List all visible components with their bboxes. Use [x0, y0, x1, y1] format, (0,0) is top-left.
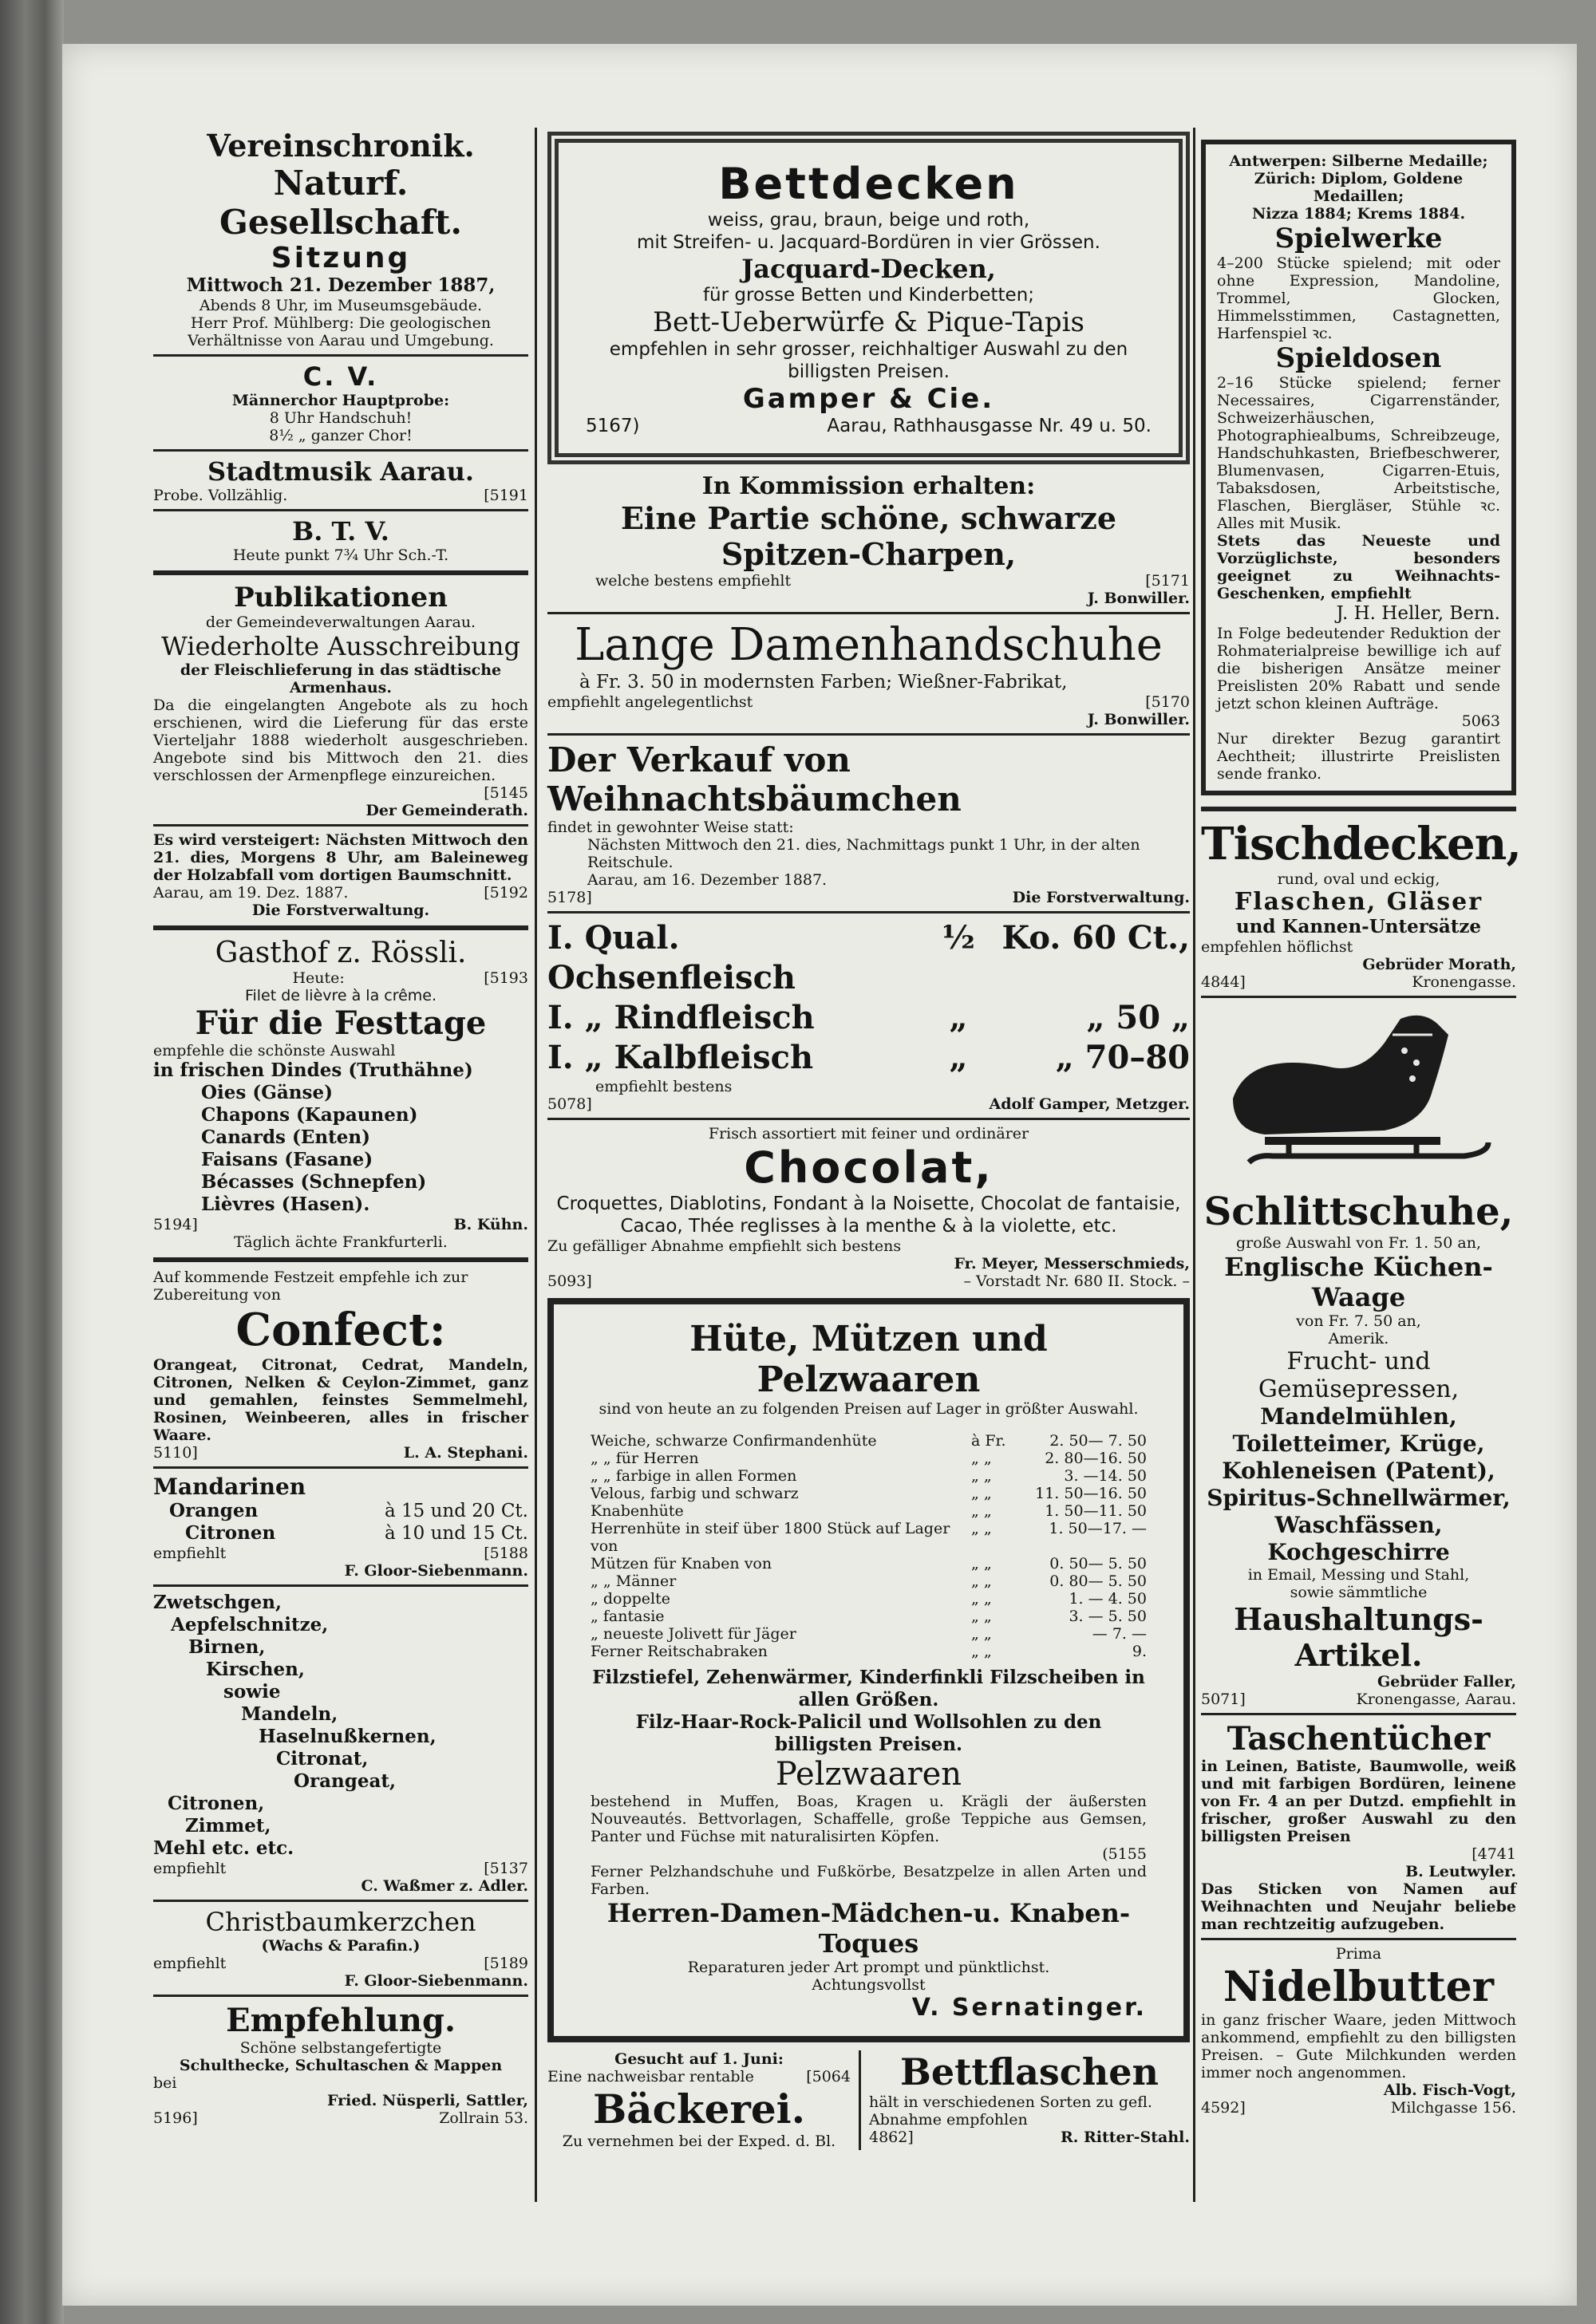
publikationen-heading: Publikationen	[234, 582, 448, 614]
signature: Die Forstverwaltung.	[1012, 889, 1190, 906]
haushalt-item: Mandelmühlen,	[1260, 1403, 1457, 1430]
chocolat-text: Frisch assortiert mit feiner und ordinärer	[708, 1125, 1029, 1142]
spieldosen-text: 2–16 Stücke spielend; ferner Necessaires, Cigarrenständer, Schweizerhäuschen, Photographiealbums, Schreibzeuge, Handschuhkasten, Briefbeschwerer, Blumenvasen, Cigarren-Etuis, Tabaksdosen, Arbeitstische, Flaschen, Biergläser, Stühle ꝛc. Alles mit Musik.	[1217, 374, 1500, 532]
haushalt-item: Spiritus-Schnellwärmer,	[1207, 1485, 1511, 1511]
haushaltungs-heading: Haushaltungs-Artikel.	[1234, 1601, 1483, 1673]
price-value: 1. 50—11. 50	[1045, 1502, 1147, 1520]
tischdecken-heading: Tischdecken,	[1201, 818, 1521, 870]
sitzung-heading: Sitzung	[271, 242, 411, 274]
price-item: „ neueste Jolivett für Jäger	[591, 1625, 796, 1643]
kuechenwaage-heading: Englische Küchen-Waage	[1224, 1252, 1493, 1312]
festtage-list	[153, 1082, 528, 1216]
ice-skate-illustration	[1201, 1003, 1516, 1186]
nidelbutter-text: in ganz frischer Waare, jeden Mittwoch ankommend, empfiehlt zu den billigsten Preisen. – Gute Milchkunden werden immer noch angenommen.	[1201, 2011, 1516, 2081]
price-unit: „ „	[971, 1590, 992, 1608]
price-row	[591, 1608, 1147, 1625]
signature: Gebrüder Morath,	[1362, 956, 1516, 973]
price-value: 2. 50— 7. 50	[1049, 1432, 1147, 1450]
tischdecken-address: Kronengasse.	[1412, 973, 1516, 991]
ad-number: 5194]	[153, 1216, 198, 1233]
price-row	[591, 1643, 1147, 1660]
zwetschgen-list	[153, 1592, 528, 1837]
schlittschuhe-text: große Auswahl von Fr. 1. 50 an,	[1235, 1234, 1481, 1252]
bettdecken-heading: Bettdecken	[718, 159, 1019, 209]
fleisch-price: Ko. 60 Ct.,	[1001, 919, 1190, 957]
festtage-heading: Für die Festtage	[195, 1004, 487, 1042]
cv-text: Männerchor Hauptprobe:	[231, 392, 450, 409]
spielwerke-ad	[1201, 140, 1516, 795]
zwetschgen-item: sowie	[223, 1681, 281, 1703]
scan-binding-edge	[0, 0, 64, 2324]
price-unit: „ „	[971, 1450, 992, 1467]
fleisch-text: empfiehlt bestens	[595, 1078, 733, 1095]
verkauf-heading: Der Verkauf von Weihnachtsbäumchen	[547, 740, 962, 819]
price-row	[591, 1450, 1147, 1467]
tischdecken-text: Flaschen, Gläser	[1234, 888, 1483, 916]
price-item: „ „ für Herren	[591, 1450, 699, 1467]
ad-number: 5093]	[547, 1272, 592, 1290]
festtage-item: Oies (Gänse)	[201, 1082, 333, 1103]
price-item: Weiche, schwarze Confirmandenhüte	[591, 1432, 877, 1450]
ad-number: [5145	[484, 784, 528, 802]
column-2	[547, 132, 1190, 2150]
ausschreibung-heading: Wiederholte Ausschreibung	[160, 631, 521, 661]
vereinschronik-heading: Vereinschronik.	[207, 128, 475, 164]
haushalt-item: Waschfässen,	[1274, 1512, 1443, 1538]
tischdecken-text: rund, oval und eckig,	[1277, 870, 1440, 888]
holz-date: Aarau, am 19. Dez. 1887.	[153, 884, 349, 902]
festtage-item: Bécasses (Schnepfen)	[201, 1171, 427, 1193]
achtung-text: Achtungsvollst	[812, 1976, 926, 1994]
gamper-name: Gamper & Cie.	[742, 383, 995, 415]
gesucht-text: Eine nachweisbar rentable	[547, 2068, 754, 2085]
confect-heading: Confect:	[235, 1304, 446, 1356]
ad-number: 5110]	[153, 1444, 198, 1462]
gasthof-heading: Gasthof z. Rössli.	[215, 937, 467, 969]
zwetschgen-item: Aepfelschnitze,	[171, 1614, 329, 1635]
festtage-text: Täglich ächte Frankfurterli.	[234, 1233, 448, 1251]
heute-label: Heute:	[292, 969, 345, 987]
zwetschgen-item: Citronen,	[168, 1793, 265, 1814]
filz-text: Filz-Haar-Rock-Palicil und Wollsohlen zu den billigsten Preisen.	[635, 1711, 1102, 1755]
sitzung-date: Mittwoch 21. Dezember 1887,	[186, 274, 496, 296]
bettdecken-ad	[547, 132, 1190, 464]
baeckerei-heading: Bäckerei.	[592, 2085, 806, 2133]
ad-number: [5193	[484, 969, 528, 987]
cv-text: 8 Uhr Handschuh!	[269, 409, 413, 427]
ad-number: [4741	[1472, 1845, 1516, 1863]
price-value: 3. —14. 50	[1064, 1467, 1147, 1485]
empfehlung-text: Schulthecke, Schultaschen & Mappen	[179, 2057, 503, 2074]
haushalt-text: in Email, Messing und Stahl,	[1247, 1566, 1470, 1584]
reparaturen-text: Reparaturen jeder Art prompt und pünktlichst.	[687, 1959, 1050, 1976]
ad-number: [5191	[484, 487, 528, 504]
fleisch-unit: „	[949, 999, 968, 1036]
signature: Adolf Gamper, Metzger.	[989, 1095, 1190, 1113]
column-divider-right	[1193, 128, 1195, 2202]
price-item: „ fantasie	[591, 1608, 665, 1625]
price-item: „ „ farbige in allen Formen	[591, 1467, 797, 1485]
sitzung-text: Verhältnisse von Aarau und Umgebung.	[188, 332, 494, 349]
jacquard-heading: Jacquard-Decken,	[741, 254, 996, 284]
publikationen-sub: der Gemeindeverwaltungen Aarau.	[205, 614, 476, 631]
spieldosen-text: Nur direkter Bezug garantirt Aechtheit; illustrirte Preislisten sende franko.	[1217, 730, 1500, 783]
bottom-ads	[547, 2050, 1190, 2150]
huete-text: sind von heute an zu folgenden Preisen auf Lager in größter Auswahl.	[598, 1400, 1139, 1418]
fleisch-name: I. Qual. Ochsenfleisch	[547, 919, 796, 996]
column-divider-left	[535, 128, 537, 2202]
ad-number: 5167)	[586, 416, 640, 436]
price-unit: „ „	[971, 1608, 992, 1625]
price-row	[591, 1555, 1147, 1572]
ad-number: 5078]	[547, 1095, 592, 1113]
tischdecken-text: empfehlen höflichst	[1201, 938, 1353, 956]
price-unit: „ „	[971, 1555, 992, 1572]
zwetschgen-item: Birnen,	[188, 1636, 266, 1658]
cv-text: 8½ „ ganzer Chor!	[269, 427, 413, 444]
zwetschgen-item: Zimmet,	[185, 1815, 271, 1837]
signature: Fried. Nüsperli, Sattler,	[326, 2092, 528, 2109]
signature: C. Waßmer z. Adler.	[361, 1877, 528, 1895]
haushalt-text: sowie sämmtliche	[1290, 1584, 1428, 1601]
price-row	[591, 1467, 1147, 1485]
christbaum-heading: Christbaumkerzchen	[205, 1907, 476, 1937]
bettdecken-address: Aarau, Rathhausgasse Nr. 49 u. 50.	[827, 416, 1152, 436]
stadtmusik-heading: Stadtmusik Aarau.	[207, 456, 474, 487]
price-item: Mützen für Knaben von	[591, 1555, 772, 1572]
price-unit: „ „	[971, 1520, 992, 1537]
prima-label: Prima	[1335, 1945, 1382, 1963]
haushalt-list	[1201, 1403, 1516, 1566]
zwetschgen-item: Zwetschgen,	[153, 1592, 282, 1613]
chocolat-text: Zu gefälliger Abnahme empfiehlt sich bestens	[547, 1237, 902, 1255]
price-row	[591, 1572, 1147, 1590]
bettdecken-text: weiss, grau, braun, beige und roth,	[707, 210, 1030, 231]
signature: Die Forstverwaltung.	[251, 902, 430, 919]
festtage-item: Chapons (Kapaunen)	[201, 1104, 418, 1126]
btv-heading: B. T. V.	[292, 516, 389, 546]
nidelbutter-heading: Nidelbutter	[1223, 1963, 1495, 2011]
ad-number: [5137	[484, 1860, 528, 1877]
empfiehlt: empfiehlt	[153, 1545, 227, 1562]
bettdecken-text: für grosse Betten und Kinderbetten;	[702, 285, 1035, 306]
zwetschgen-item: Haselnußkernen,	[259, 1726, 437, 1747]
price-unit: „ „	[971, 1485, 992, 1502]
fleisch-price: „ 70–80	[1055, 1039, 1190, 1076]
cv-heading: C. V.	[302, 361, 379, 392]
price-value: 9.	[1132, 1643, 1147, 1660]
ad-number: [5171	[1145, 572, 1190, 590]
zwetschgen-item: Mandeln,	[241, 1703, 338, 1725]
festtage-item: Canards (Enten)	[201, 1126, 370, 1148]
festtage-text: in frischen Dindes (Truthähne)	[153, 1059, 473, 1081]
ad-number: 5196]	[153, 2109, 198, 2127]
fleisch-row	[547, 998, 1190, 1038]
heller-name: J. H. Heller, Bern.	[1336, 603, 1500, 624]
filet-text: Filet de lièvre à la crême.	[244, 987, 437, 1004]
fleisch-row	[547, 1038, 1190, 1078]
haushalt-item: Kohleneisen (Patent),	[1222, 1458, 1495, 1484]
price-row	[591, 1485, 1147, 1502]
fleisch-list	[547, 918, 1190, 1078]
handschuhe-text: empfiehlt angelegentlichst	[547, 693, 753, 711]
price-value: — 7. —	[1092, 1625, 1147, 1643]
gesucht-text: Zu vernehmen bei der Exped. d. Bl.	[562, 2133, 836, 2150]
fruchtpressen-heading: Frucht- und Gemüsepressen,	[1258, 1347, 1460, 1403]
empfiehlt: empfiehlt	[153, 1955, 227, 1972]
sitzung-text: Herr Prof. Mühlberg: Die geologischen	[190, 314, 492, 332]
empfehlung-heading: Empfehlung.	[226, 2002, 456, 2039]
price-item: „ doppelte	[591, 1590, 671, 1608]
signature: J. Bonwiller.	[1087, 711, 1190, 728]
zwetschgen-item: Kirschen,	[206, 1659, 305, 1680]
price-item: Knabenhüte	[591, 1502, 684, 1520]
orangen-price: à 15 und 20 Ct.	[385, 1501, 528, 1521]
price-row	[591, 1590, 1147, 1608]
bettflaschen-ad	[861, 2050, 1190, 2150]
pelzwaaren-text: bestehend in Muffen, Boas, Kragen u. Krägli der äußersten Nouveautés. Bettvorlagen, Schaffelle, große Teppiche aus Gemsen, Panter und Füchse mit naturalisirten Köpfen.	[591, 1793, 1147, 1845]
partie-heading: Eine Partie schöne, schwarze Spitzen-Charpen,	[620, 500, 1117, 572]
signature: Fr. Meyer, Messerschmieds,	[954, 1255, 1190, 1272]
schlittschuhe-heading: Schlittschuhe,	[1203, 1190, 1514, 1234]
stadtmusik-text: Probe. Vollzählig.	[153, 487, 288, 504]
citronen-label: Citronen	[185, 1522, 276, 1544]
empfiehlt: empfiehlt	[153, 1860, 227, 1877]
nidelbutter-address: Milchgasse 156.	[1390, 2099, 1516, 2117]
signature: Der Gemeinderath.	[365, 802, 528, 819]
taschentuecher-text: in Leinen, Batiste, Baumwolle, weiß und mit farbigen Bordüren, leinene von Fr. 4 an per Dutzd. empfiehlt in frischer, großer Auswahl zu den billigsten Preisen	[1201, 1758, 1516, 1845]
sitzung-time: Abends 8 Uhr, im Museumsgebäude.	[199, 297, 483, 314]
zwetschgen-item: Citronat,	[276, 1748, 369, 1770]
ad-number: (5155	[1102, 1845, 1147, 1863]
fleisch-row	[547, 918, 1190, 998]
kuechenwaage-text: von Fr. 7. 50 an,	[1296, 1312, 1421, 1330]
huete-price-list	[591, 1432, 1147, 1660]
festtage-text: empfehle die schönste Auswahl	[153, 1042, 396, 1059]
fleisch-name: I. „ Rindfleisch	[547, 999, 815, 1036]
publikationen-text: der Fleischlieferung in das städtische Armenhaus.	[180, 661, 502, 696]
huete-ad	[547, 1298, 1190, 2042]
signature: Gebrüder Faller,	[1377, 1673, 1516, 1691]
faller-address: Kronengasse, Aarau.	[1356, 1691, 1516, 1708]
price-item: Herrenhüte in steif über 1800 Stück auf Lager von	[591, 1520, 950, 1555]
spieldosen-heading: Spieldosen	[1275, 342, 1442, 374]
sernatinger-name: V. Sernatinger.	[911, 1994, 1147, 2022]
filz-text: Filzstiefel, Zehenwärmer, Kinderfinkli Filzscheiben in allen Größen.	[592, 1667, 1145, 1710]
citronen-price: à 10 und 15 Ct.	[385, 1523, 528, 1544]
signature: L. A. Stephani.	[403, 1444, 528, 1462]
handschuhe-text: à Fr. 3. 50 in modernsten Farben; Wießner-Fabrikat,	[579, 672, 1068, 692]
verkauf-text: findet in gewohnter Weise statt:	[547, 819, 794, 836]
fleisch-name: I. „ Kalbfleisch	[547, 1039, 814, 1076]
toques-heading: Herren-Damen-Mädchen-u. Knaben-Toques	[606, 1898, 1131, 1959]
kommission-heading: In Kommission erhalten:	[701, 472, 1036, 500]
price-unit: „ „	[971, 1625, 992, 1643]
handschuhe-heading: Lange Damenhandschuhe	[575, 619, 1163, 671]
baeckerei-ad	[547, 2050, 861, 2150]
spielwerke-heading: Spielwerke	[1274, 223, 1443, 254]
pelzwaaren-heading: Pelzwaaren	[775, 1756, 962, 1793]
signature: B. Kühn.	[453, 1216, 528, 1233]
price-value: 0. 50— 5. 50	[1049, 1555, 1147, 1572]
ad-number: 5178]	[547, 889, 592, 906]
festtage-item: Faisans (Fasane)	[201, 1149, 373, 1170]
empfehlung-text: Schöne selbstangefertigte	[239, 2039, 442, 2057]
price-row	[591, 1520, 1147, 1555]
verkauf-text: Nächsten Mittwoch den 21. dies, Nachmittags punkt 1 Uhr, in der alten Reitschule.	[587, 836, 1140, 871]
haushalt-item: Kochgeschirre	[1267, 1539, 1450, 1565]
fleisch-price: „ 50 „	[1086, 999, 1190, 1036]
spieldosen-text: Stets das Neueste und Vorzüglichste, besonders geeignet zu Weihnachts-Geschenken, empfiehlt	[1217, 532, 1500, 602]
ad-number: [5192	[484, 884, 528, 902]
price-value: 1. — 4. 50	[1069, 1590, 1147, 1608]
ad-number: [5064	[806, 2068, 851, 2085]
chocolat-heading: Chocolat,	[744, 1142, 994, 1193]
price-row	[591, 1625, 1147, 1643]
chocolat-address: – Vorstadt Nr. 680 II. Stock. –	[963, 1272, 1190, 1290]
ad-number: [5189	[484, 1955, 528, 1972]
price-row	[591, 1432, 1147, 1450]
signature: B. Leutwyler.	[1405, 1863, 1516, 1880]
zwetschgen-item: Mehl etc. etc.	[153, 1837, 294, 1859]
column-1	[153, 128, 528, 2127]
signature: F. Gloor-Siebenmann.	[344, 1562, 528, 1580]
bettflaschen-text: hält in verschiedenen Sorten zu gefl. Abnahme empfohlen	[869, 2093, 1152, 2129]
ad-number: 4844]	[1201, 973, 1246, 991]
ad-number: 4592]	[1201, 2099, 1246, 2117]
price-unit: „ „	[971, 1502, 992, 1520]
medaille-text: Zürich: Diplom, Goldene Medaillen;	[1254, 170, 1464, 205]
ad-number: 5063	[1461, 712, 1500, 730]
pelzwaaren-text: Ferner Pelzhandschuhe und Fußkörbe, Besatzpelze in allen Arten und Farben.	[591, 1863, 1147, 1898]
empfehlung-address: Zollrain 53.	[439, 2109, 528, 2127]
ad-number: [5170	[1145, 693, 1190, 711]
medaille-text: Nizza 1884; Krems 1884.	[1251, 205, 1466, 223]
ad-number: 5071]	[1201, 1691, 1246, 1708]
mandarinen-heading: Mandarinen	[153, 1474, 306, 1500]
taschentuecher-heading: Taschentücher	[1227, 1720, 1491, 1758]
bettdecken-text: empfehlen in sehr grosser, reichhaltiger Auswahl zu den billigsten Preisen.	[609, 339, 1128, 382]
price-unit: „ „	[971, 1467, 992, 1485]
confect-text: Orangeat, Citronat, Cedrat, Mandeln, Citronen, Nelken & Ceylon-Zimmet, ganz und gemahlen, feinstes Semmelmehl, Rosinen, Weinbeeren, alles in frischer Waare.	[153, 1356, 528, 1444]
bettdecken-text: mit Streifen- u. Jacquard-Bordüren in vier Grössen.	[637, 232, 1100, 253]
kuechenwaage-text: Amerik.	[1328, 1330, 1389, 1347]
holz-text: Es wird versteigert: Nächsten Mittwoch den 21. dies, Morgens 8 Uhr, am Baleineweg der Holzabfall vom dortigen Baumschnitt.	[153, 831, 528, 884]
fleisch-unit: „	[949, 1039, 968, 1076]
spieldosen-text: In Folge bedeutender Reduktion der Rohmaterialpreise bewillige ich auf die bisherigen Ansätze meiner Preislisten 20% Rabatt und sende jetzt schon kleinen Aufträge.	[1217, 625, 1500, 712]
price-value: 0. 80— 5. 50	[1049, 1572, 1147, 1590]
naturf-heading: Naturf. Gesellschaft.	[219, 164, 462, 242]
tischdecken-text: und Kannen-Untersätze	[1235, 916, 1482, 937]
ad-number: [5188	[484, 1545, 528, 1562]
signature: Alb. Fisch-Vogt,	[1383, 2081, 1516, 2099]
ad-number: 4862]	[869, 2129, 914, 2146]
spielwerke-text: 4–200 Stücke spielend; mit oder ohne Expression, Mandoline, Trommel, Glocken, Himmelsstimmen, Castagnetten, Harfenspiel ꝛc.	[1217, 254, 1500, 342]
gesucht-heading: Gesucht auf 1. Juni:	[614, 2050, 784, 2068]
price-unit: „ „	[971, 1572, 992, 1590]
orangen-label: Orangen	[169, 1500, 259, 1521]
signature: F. Gloor-Siebenmann.	[344, 1972, 528, 1990]
huete-heading: Hüte, Mützen und Pelzwaaren	[689, 1319, 1048, 1400]
price-item: Velous, farbig und schwarz	[591, 1485, 799, 1502]
christbaum-text: (Wachs & Parafin.)	[261, 1937, 421, 1955]
verkauf-text: Aarau, am 16. Dezember 1887.	[587, 871, 828, 889]
festtage-item: Lièvres (Hasen).	[201, 1194, 370, 1215]
medaille-text: Antwerpen: Silberne Medaille;	[1229, 152, 1488, 170]
haushalt-item: Toiletteimer, Krüge,	[1232, 1430, 1485, 1457]
signature: J. Bonwiller.	[1087, 590, 1190, 607]
price-value: 1. 50—17. —	[1049, 1520, 1147, 1537]
fleisch-unit: ½	[942, 919, 975, 957]
confect-text: Auf kommende Festzeit empfehle ich zur Zubereitung von	[153, 1269, 468, 1304]
price-unit: „ „	[971, 1643, 992, 1660]
column-3	[1201, 140, 1521, 2117]
btv-text: Heute punkt 7¾ Uhr Sch.-T.	[232, 546, 449, 564]
price-item: „ „ Männer	[591, 1572, 677, 1590]
price-row	[591, 1502, 1147, 1520]
publikationen-text: Da die eingelangten Angebote als zu hoch erschienen, wird die Lieferung für das erste Vierteljahr 1888 wiederholt ausgeschrieben. Angebote sind bis Mittwoch den 21. dies verschlossen der Armenpflege einzureichen.	[153, 696, 528, 784]
price-value: 11. 50—16. 50	[1035, 1485, 1147, 1502]
price-unit: à Fr.	[971, 1432, 1006, 1450]
price-value: 3. — 5. 50	[1069, 1608, 1147, 1625]
price-item: Ferner Reitschabraken	[591, 1643, 768, 1660]
empfehlung-text: bei	[153, 2074, 177, 2092]
partie-text: welche bestens empfiehlt	[595, 572, 792, 590]
signature: R. Ritter-Stahl.	[1060, 2129, 1190, 2146]
taschentuecher-text: Das Sticken von Namen auf Weihnachten und Neujahr beliebe man rechtzeitig aufzugeben.	[1201, 1880, 1516, 1933]
zwetschgen-item: Orangeat,	[294, 1770, 397, 1792]
bettflaschen-heading: Bettflaschen	[900, 2050, 1159, 2093]
price-value: 2. 80—16. 50	[1045, 1450, 1147, 1467]
bettueberwuerfe-heading: Bett-Ueberwürfe & Pique-Tapis	[653, 306, 1084, 338]
chocolat-text: Croquettes, Diablotins, Fondant à la Noisette, Chocolat de fantaisie, Cacao, Thée reglisses à la menthe & à la violette, etc.	[556, 1194, 1181, 1237]
